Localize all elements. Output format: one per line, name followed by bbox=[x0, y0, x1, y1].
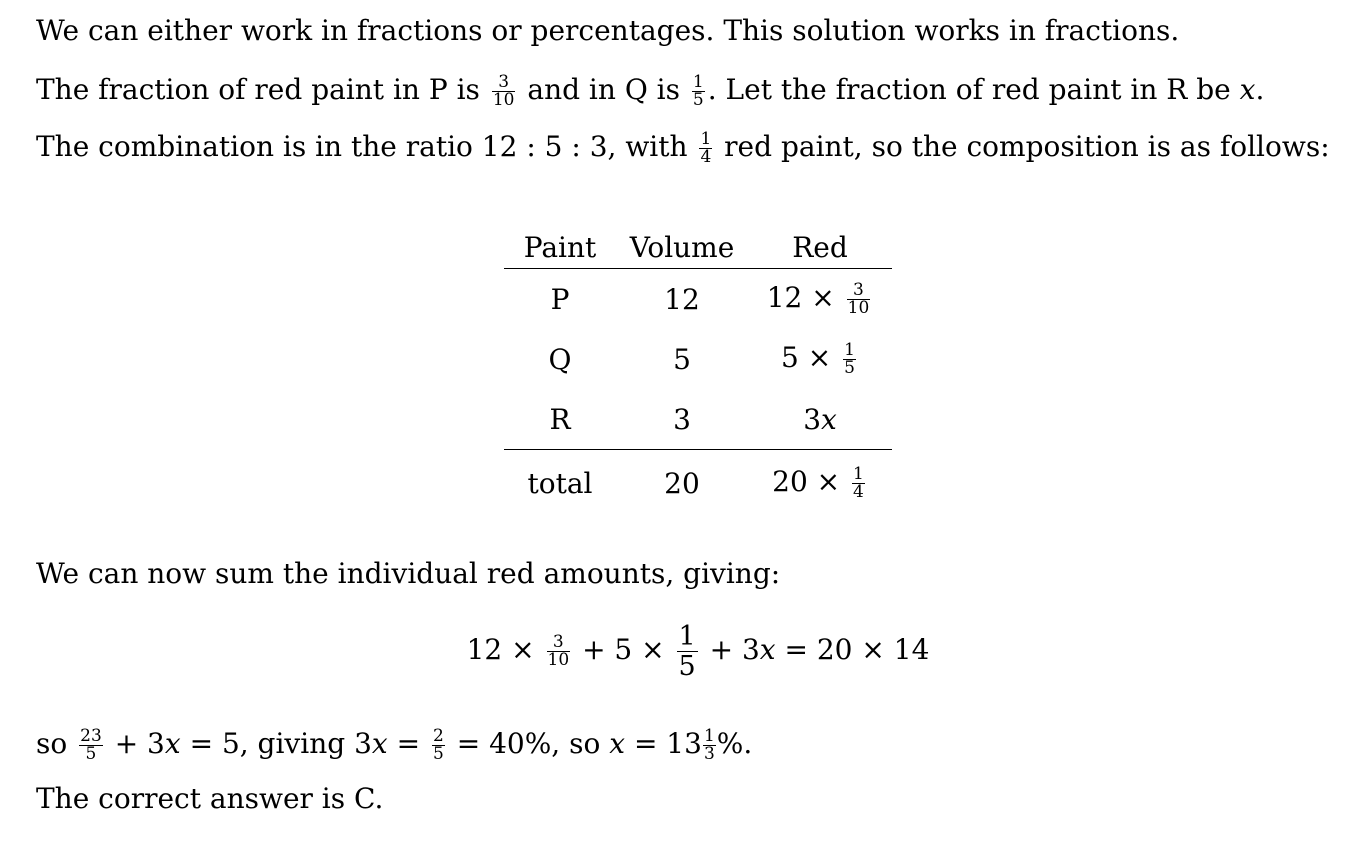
cell-paint: P bbox=[550, 282, 570, 316]
numerator: 23 bbox=[80, 726, 102, 746]
text-segment: = 13 bbox=[633, 727, 702, 760]
cell-volume: 3 bbox=[673, 402, 691, 436]
numerator: 1 bbox=[700, 129, 712, 149]
variable-x: x bbox=[821, 402, 837, 436]
text-segment: = 5, giving 3 bbox=[189, 727, 372, 760]
table-total-row bbox=[504, 450, 892, 517]
cell-red bbox=[748, 329, 892, 389]
variable-x: x bbox=[371, 727, 388, 760]
numerator: 1 bbox=[703, 726, 715, 746]
denominator: 5 bbox=[678, 651, 696, 682]
table-header-row bbox=[504, 226, 892, 269]
text-segment: . bbox=[1255, 73, 1265, 106]
table-row bbox=[504, 329, 892, 389]
text-segment: The fraction of red paint in P is bbox=[36, 73, 480, 106]
text-segment: + 3 bbox=[709, 633, 760, 666]
header-paint: Paint bbox=[523, 230, 597, 264]
red-fraction bbox=[852, 466, 865, 501]
answer-line bbox=[36, 782, 384, 815]
table-row bbox=[504, 389, 892, 450]
numerator: 1 bbox=[844, 340, 855, 360]
fraction-one-third bbox=[703, 728, 716, 763]
numerator: 3 bbox=[547, 634, 571, 652]
denominator: 5 bbox=[432, 744, 444, 764]
fraction-q bbox=[692, 74, 705, 109]
numerator: 3 bbox=[847, 282, 871, 300]
numerator: 2 bbox=[432, 726, 444, 746]
red-coefficient: 12 × bbox=[766, 281, 835, 314]
denominator: 4 bbox=[853, 482, 864, 502]
cell-total-red bbox=[748, 450, 892, 517]
answer-text: The correct answer is C. bbox=[36, 782, 384, 815]
solution-line bbox=[36, 728, 752, 763]
fraction-three-tenths bbox=[547, 634, 571, 669]
denominator: 5 bbox=[692, 90, 704, 110]
denominator: 5 bbox=[85, 744, 97, 764]
cell-paint: R bbox=[549, 402, 571, 436]
cell-volume: 5 bbox=[673, 342, 691, 376]
variable-x: x bbox=[164, 727, 181, 760]
text-segment: %. bbox=[716, 727, 753, 760]
numerator: 1 bbox=[692, 72, 704, 92]
text-segment: + 3 bbox=[114, 727, 165, 760]
text-segment: + 5 × bbox=[582, 633, 665, 666]
composition-table bbox=[504, 226, 892, 516]
denominator: 10 bbox=[847, 298, 870, 318]
denominator: 5 bbox=[844, 358, 855, 378]
red-fraction bbox=[843, 342, 856, 377]
cell-total-label: total bbox=[527, 466, 593, 500]
red-coefficient: 3 bbox=[803, 402, 822, 436]
fraction-definition-line bbox=[36, 74, 1264, 109]
intro-text: We can either work in fractions or percentages. This solution works in fractions. bbox=[36, 14, 1180, 47]
red-coefficient: 5 × bbox=[781, 341, 832, 374]
red-fraction bbox=[847, 282, 871, 317]
sum-intro-line bbox=[36, 557, 781, 590]
cell-red bbox=[748, 389, 892, 450]
text-segment: so bbox=[36, 727, 68, 760]
intro-line bbox=[36, 14, 1180, 47]
variable-x: x bbox=[1239, 73, 1256, 106]
cell-red bbox=[748, 269, 892, 330]
denominator: 3 bbox=[703, 744, 715, 764]
denominator: 10 bbox=[492, 90, 515, 110]
numerator: 3 bbox=[492, 74, 516, 92]
text-segment: = bbox=[396, 727, 421, 760]
numerator: 1 bbox=[853, 464, 864, 484]
ratio-line bbox=[36, 131, 1330, 166]
cell-paint: Q bbox=[548, 342, 572, 376]
text-segment: = 40%, so bbox=[456, 727, 601, 760]
denominator: 10 bbox=[547, 650, 570, 670]
fraction-two-fifths bbox=[432, 728, 445, 763]
header-volume: Volume bbox=[629, 230, 735, 264]
fraction-twenty-three-fifths bbox=[79, 728, 103, 763]
text-segment: red paint, so the composition is as follows: bbox=[724, 130, 1330, 163]
text-segment: The combination is in the ratio 12 : 5 : 3, with bbox=[36, 130, 688, 163]
fraction-p bbox=[492, 74, 516, 109]
text-segment: = 20 × 14 bbox=[784, 633, 930, 666]
fraction-quarter bbox=[699, 131, 712, 166]
table-row bbox=[504, 269, 892, 330]
text-segment: . Let the fraction of red paint in R be bbox=[707, 73, 1231, 106]
display-equation bbox=[0, 622, 1346, 681]
numerator: 1 bbox=[678, 621, 696, 652]
header-red: Red bbox=[792, 230, 848, 264]
fraction-one-fifth bbox=[677, 622, 698, 681]
text-segment: and in Q is bbox=[527, 73, 680, 106]
variable-x: x bbox=[609, 727, 626, 760]
red-coefficient: 20 × bbox=[772, 465, 841, 498]
cell-volume: 12 bbox=[664, 282, 700, 316]
denominator: 4 bbox=[700, 147, 712, 167]
variable-x: x bbox=[759, 633, 776, 666]
text-segment: 12 × bbox=[466, 633, 535, 666]
cell-total-volume: 20 bbox=[664, 466, 700, 500]
sum-intro-text: We can now sum the individual red amounts, giving: bbox=[36, 557, 781, 590]
